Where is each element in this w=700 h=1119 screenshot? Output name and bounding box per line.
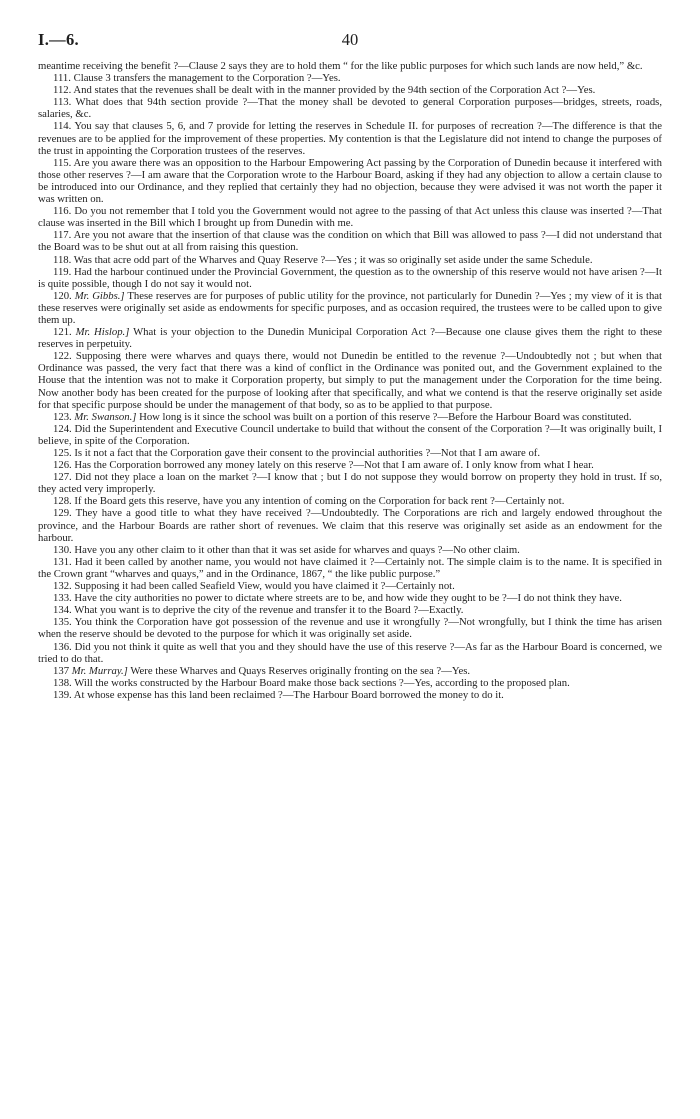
- question-paragraph: [38, 689, 662, 701]
- question-paragraph: [38, 459, 662, 471]
- question-paragraph: [38, 580, 662, 592]
- question-text: Supposing it had been called Seafield View, would you have claimed it ?—Certainly not.: [74, 580, 455, 593]
- question-text: Were these Wharves and Quays Reserves originally fronting on the sea ?—Yes.: [130, 664, 471, 677]
- question-number: 131.: [53, 555, 72, 568]
- question-number: 139.: [53, 688, 72, 701]
- question-paragraph: [38, 544, 662, 556]
- question-text: Are you aware there was an opposition to the Harbour Empowering Act passing by the Corporation of Dunedin because it interfered with those other reserves ?—I am aware that the Corporation wrote to the Harbour Board, asking if they had any objection to allow a certain clause to be introduced into our Ordinance, and they replied that certainly they had no objection, because they were advised it was not worth the paper it was written on.: [38, 156, 662, 206]
- question-number: 127.: [53, 471, 72, 484]
- question-text: You think the Corporation have got possession of the revenue and use it wrongfully ?—Not wrongfully, but I think the time has arisen when the reserve should be devoted to the purpose for which it was originally set aside.: [38, 616, 662, 641]
- question-paragraph: [38, 604, 662, 616]
- question-paragraph: [38, 157, 662, 205]
- question-number: 118.: [53, 253, 72, 266]
- question-paragraph: [38, 229, 662, 253]
- question-paragraph: [38, 290, 662, 326]
- question-text: Supposing there were wharves and quays there, would not Dunedin be entitled to the revenue ?—Undoubtedly not ; but when that Ordinance was passed, the very fact that there was a kind of conflict in the Ordinance was ponited out, and the Government explained to the House that the intention was not to make it Corporation property, but simply to put the management under the Corporation for the time being. Now another body has been created for the purpose of looking after that specifically, and what we contend is that the reserve originally set aside for that specific purpose should be under the management of that body, so as to be applied to that purpose.: [38, 350, 662, 411]
- question-text: Clause 3 transfers the management to the Corporation ?—Yes.: [73, 72, 341, 85]
- evidence-text: [38, 60, 662, 701]
- question-number: 117.: [53, 229, 72, 242]
- question-number: 133.: [53, 592, 72, 605]
- question-paragraph: [38, 120, 662, 156]
- question-text: What is your objection to the Dunedin Municipal Corporation Act ?—Because one clause gives them the right to these reserves in perpetuity.: [38, 326, 663, 351]
- page-header: [38, 30, 662, 52]
- question-text: And states that the revenues shall be dealt with in the manner provided by the 94th section of the Corporation Act ?—Yes.: [73, 84, 596, 97]
- question-text: Are you not aware that the insertion of that clause was the condition on which that Bill was allowed to pass ?—I did not understand that the Board was to be shut out at all from raising this question.: [38, 229, 662, 254]
- question-paragraph: [38, 411, 662, 423]
- question-number: 111.: [53, 72, 71, 85]
- question-text: You say that clauses 5, 6, and 7 provide for letting the reserves in Schedule II. for purposes of recreation ?—The difference is that the revenues are to be applied for the improvement of these properties. My contention is that the Legislature did not intend to change the purposes of the trust in appointing the Corporation trustees of the reserves.: [38, 120, 662, 157]
- question-number: 121.: [53, 326, 72, 339]
- question-paragraph: [38, 423, 662, 447]
- question-text: Did the Superintendent and Executive Council undertake to build that without the consent of the Corporation ?—It was originally built, I believe, in spite of the Corporation.: [38, 422, 663, 447]
- question-paragraph: [38, 254, 662, 266]
- question-paragraph: [38, 326, 662, 350]
- question-number: 122.: [53, 350, 72, 363]
- page-number: 40: [341, 30, 359, 49]
- question-paragraph: [38, 616, 662, 640]
- question-paragraph: [38, 507, 662, 543]
- question-paragraph: [38, 641, 662, 665]
- question-number: 132.: [53, 580, 72, 593]
- question-paragraph: [38, 266, 662, 290]
- question-paragraph: [38, 556, 662, 580]
- question-paragraph: [38, 96, 662, 120]
- question-number: 120.: [53, 289, 72, 302]
- question-paragraph: [38, 592, 662, 604]
- question-number: 112.: [53, 84, 72, 97]
- question-paragraph: [38, 677, 662, 689]
- question-paragraph: [38, 495, 662, 507]
- question-text: Had the harbour continued under the Provincial Government, the question as to the ownership of this reserve would not have arisen ?—It is quite possible, though I do not say it would not.: [38, 265, 663, 290]
- speaker-name: Mr. Gibbs.]: [74, 289, 125, 302]
- question-text: Did not they place a loan on the market ?—I know that ; but I do not suppose they would borrow on property they hold in trust. If so, they acted very improperly.: [38, 471, 662, 496]
- question-number: 116.: [53, 205, 72, 218]
- speaker-name: Mr. Hislop.]: [75, 326, 130, 339]
- question-text: Had it been called by another name, you would not have claimed it ?—Certainly not. The simple claim is to the name. It is specified in the Crown grant “wharves and quays,” and in the Ordinance, 1867, “ the like public purpose.”: [38, 555, 663, 580]
- question-text: Was that acre odd part of the Wharves and Quay Reserve ?—Yes ; it was so originally set aside under the same Schedule.: [73, 253, 593, 266]
- question-number: 128.: [53, 495, 72, 508]
- question-paragraph: [38, 447, 662, 459]
- question-number: 138.: [53, 676, 72, 689]
- question-text: How long is it since the school was built on a portion of this reserve ?—Before the Harbour Board was constituted.: [139, 410, 632, 423]
- question-text: What you want is to deprive the city of the revenue and transfer it to the Board ?—Exactly.: [74, 604, 464, 617]
- question-paragraph: [38, 471, 662, 495]
- speaker-name: Mr. Murray.]: [71, 664, 128, 677]
- question-number: 129.: [53, 507, 72, 520]
- question-number: 130.: [53, 543, 72, 556]
- question-number: 134.: [53, 604, 72, 617]
- question-paragraph: [38, 665, 662, 677]
- question-number: 136.: [53, 640, 72, 653]
- question-text: If the Board gets this reserve, have you any intention of coming on the Corporation for back rent ?—Certainly not.: [74, 495, 565, 508]
- question-text: Have you any other claim to it other than that it was set aside for wharves and quays ?—No other claim.: [74, 543, 520, 556]
- question-paragraph: [38, 84, 662, 96]
- document-reference: I.—6.: [38, 30, 79, 49]
- question-text: Will the works constructed by the Harbour Board make those back sections ?—Yes, according to the proposed plan.: [74, 676, 570, 689]
- question-text: Have the city authorities no power to dictate where streets are to be, and how wide they ought to be ?—I do not think they have.: [74, 592, 622, 605]
- question-paragraph: [38, 72, 662, 84]
- question-text: Is it not a fact that the Corporation gave their consent to the provincial authorities ?—Not that I am aware of.: [74, 447, 541, 459]
- question-text: Do you not remember that I told you the Government would not agree to the passing of that Act unless this clause was inserted ?—That clause was inserted in the Bill which I brought up from Dunedin with me.: [38, 205, 662, 230]
- question-number: 115.: [53, 156, 72, 169]
- question-text: Did you not think it quite as well that you and they should have the use of this reserve ?—As far as the Harbour Board is concerned, we tried to do that.: [38, 640, 663, 665]
- question-number: 126.: [53, 459, 72, 472]
- question-text: What does that 94th section provide ?—That the money shall be devoted to general Corporation purposes—bridges, streets, roads, salaries, &c.: [38, 96, 663, 121]
- question-number: 135.: [53, 616, 72, 629]
- continuation-paragraph: meantime receiving the benefit ?—Clause 2 says they are to hold them “ for the like public purposes for which such lands are now held,” &c.: [38, 60, 643, 72]
- question-number: 125.: [53, 447, 72, 459]
- question-paragraph: [38, 350, 662, 410]
- question-number: 113.: [53, 96, 72, 109]
- question-number: 123.: [53, 410, 72, 423]
- question-text: These reserves are for purposes of public utility for the province, not particularly for Dunedin ?—Yes ; my view of it is that these reserves were originally set aside as endowments for specific purposes, and as occasion required, the trustees were to be called upon to give them up.: [38, 289, 663, 326]
- question-number: 119.: [53, 265, 72, 278]
- question-text: Has the Corporation borrowed any money lately on this reserve ?—Not that I am aware of. I only know from what I hear.: [74, 459, 594, 472]
- question-number: 114.: [53, 120, 72, 133]
- question-text: At whose expense has this land been reclaimed ?—The Harbour Board borrowed the money to do it.: [73, 688, 504, 701]
- question-number: 124.: [53, 422, 72, 435]
- question-paragraph: [38, 205, 662, 229]
- question-number: 137: [53, 664, 70, 677]
- question-text: They have a good title to what they have received ?—Undoubtedly. The Corporations are rich and largely endowed throughout the province, and the Harbour Boards are rather short of revenues. We claim that this reserve was originally set aside as an endowment for the harbour.: [38, 507, 662, 544]
- speaker-name: Mr. Swanson.]: [74, 410, 137, 423]
